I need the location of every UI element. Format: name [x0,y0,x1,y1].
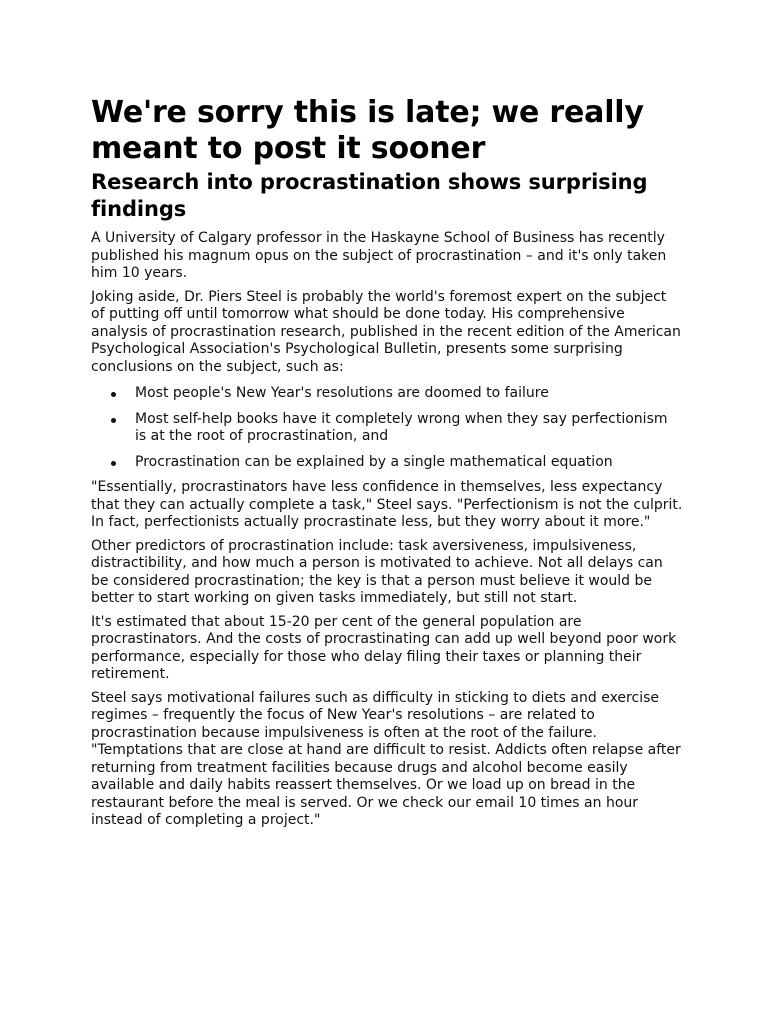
paragraph-motivational-failures: Steel says motivational failures such as difficulty in sticking to diets and exercise regimes – frequently the focus of New Year's resolutions – are related to procrastination because impulsiveness is often at the root of the failure. "Temptations that are close at hand are difficult to resist. Addicts often relapse after returning from treatment facilities because drugs and alcohol become easily available and daily habits reassert themselves. Or we load up on bread in the restaurant before the meal is served. Or we check our email 10 times an hour instead of completing a project." [91,689,681,828]
article-subtitle: Research into procrastination shows surprising findings [91,170,648,221]
list-item: Most people's New Year's resolutions are doomed to failure [135,385,683,403]
article-title: We're sorry this is late; we really meant to post it sooner [91,95,644,166]
findings-list [91,385,683,471]
paragraph-predictors: Other predictors of procrastination include: task aversiveness, impulsiveness, distractibility, and how much a person is motivated to achieve. Not all delays can be considered procrastination; the key is that a person must believe it would be better to start working on given tasks immediately, but still not start. [91,537,663,606]
list-item: Procrastination can be explained by a single mathematical equation [135,454,683,472]
paragraph-intro: A University of Calgary professor in the Haskayne School of Business has recently published his magnum opus on the subject of procrastination – and it's only taken him 10 years. [91,230,667,281]
list-item: Most self-help books have it completely wrong when they say perfectionism is at the root of procrastination, and [135,411,683,446]
paragraph-steel-analysis: Joking aside, Dr. Piers Steel is probably the world's foremost expert on the subject of putting off until tomorrow what should be done today. His comprehensive analysis of procrastination research, published in the recent edition of the American Psychological Association's Psychological Bulletin, presents some surprising conclusions on the subject, such as: [91,288,681,375]
paragraph-steel-quote: "Essentially, procrastinators have less confidence in themselves, less expectancy that they can actually complete a task," Steel says. "Perfectionism is not the culprit. In fact, perfectionists actually procrastinate less, but they worry about it more." [91,479,683,530]
document-page [91,95,683,836]
paragraph-costs: It's estimated that about 15-20 per cent of the general population are procrastinators. And the costs of procrastinating can add up well beyond poor work performance, especially for those who delay filing their taxes or planning their retirement. [91,613,677,682]
